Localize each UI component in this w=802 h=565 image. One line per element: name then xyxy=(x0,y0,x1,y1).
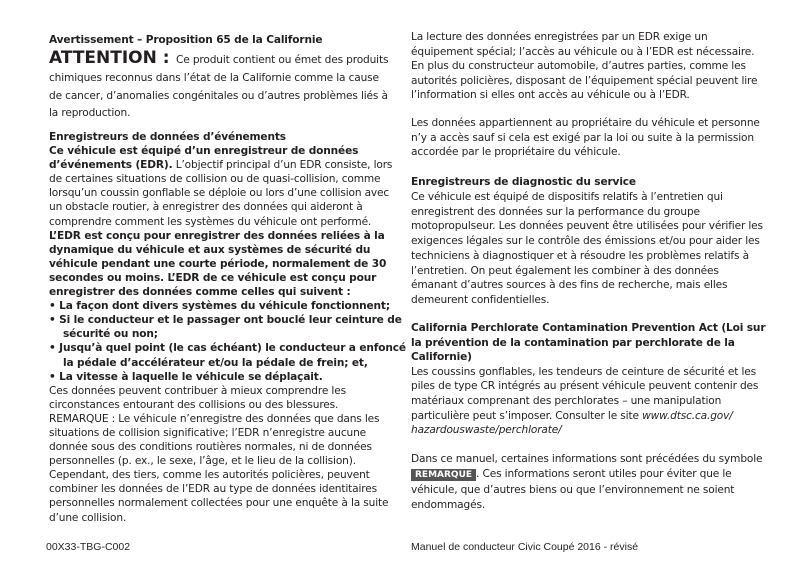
text-line: endommagés. xyxy=(411,499,486,512)
edr-line: donnée sous des conditions routières normales, ni de données xyxy=(49,441,372,454)
edr-line: L’objectif principal d’un EDR consiste, lors xyxy=(172,159,393,172)
text-line: piles de type CR intégrés au présent véhicule peuvent contenir des xyxy=(411,380,759,393)
edr-bold-line: Ce véhicule est équipé d’un enregistreur de données xyxy=(49,145,359,158)
edr-line: lorsqu’un coussin gonflable se déploie ou lors d’une collision avec xyxy=(49,187,390,200)
edr-line: de certaines situations de collision ou de quasi-collision, comme xyxy=(49,173,381,186)
text-line: motopropulseur. Les données peuvent être utilisées pour vérifier les xyxy=(411,220,763,233)
edr-line: circonstances entourant des collisions ou des blessures. xyxy=(49,398,339,411)
text-line: exigences légales sur le contrôle des émissions et/ou pour aider les xyxy=(411,235,760,247)
bullet-item: • La vitesse à laquelle le véhicule se déplaçait. xyxy=(49,370,323,383)
text-line: l’information si elles ont accès au véhicule ou à l’EDR. xyxy=(411,89,690,101)
edr-line: Cependant, des tiers, comme les autorités policières, peuvent xyxy=(49,469,370,482)
perchlorate-section xyxy=(411,321,765,438)
text-line: particulière peut s’imposer. Consulter le site xyxy=(411,409,643,422)
edr-bold-line: véhicule pendant une courte période, normalement de 30 xyxy=(49,257,387,270)
text-line: . Ces informations seront utiles pour éviter que le xyxy=(476,468,732,481)
perchlorate-heading: la prévention de la contamination par perchlorate de la xyxy=(411,336,735,349)
edr-line: combiner les données de l’EDR au type de données identitaires xyxy=(49,483,378,496)
text-line: techniciens à diagnostiquer et à résoudre les problèmes relatifs à xyxy=(411,249,749,262)
text-line: équipement spécial; l’accès au véhicule ou à l’EDR est nécessaire. xyxy=(411,45,755,58)
text-line: matériaux comprenant des perchlorates – une manipulation xyxy=(411,394,722,407)
attention-label: ATTENTION : xyxy=(49,48,170,68)
warning-line: chimiques reconnus dans l’état de la Californie comme la cause xyxy=(49,71,379,84)
text-line: Les coussins gonflables, les tendeurs de ceinture de sécurité et les xyxy=(411,365,757,378)
diagnostic-heading: Enregistreurs de diagnostic du service xyxy=(411,176,636,188)
perchlorate-heading: Californie) xyxy=(411,351,472,364)
diagnostic-section xyxy=(411,175,763,308)
text-line: Dans ce manuel, certaines informations sont précédées du symbole xyxy=(411,453,763,465)
text-line: véhicule, que d’autres biens ou que l’environnement ne soient xyxy=(411,483,735,496)
edr-bold-line: enregistrer des données comme celles qui suivent : xyxy=(49,286,351,299)
bullet-item-cont: sécurité ou non; xyxy=(63,328,158,341)
edr-reading-paragraph xyxy=(411,30,757,103)
edr-line: REMARQUE : Le véhicule n’enregistre des données que dans les xyxy=(49,412,380,425)
text-line: demeurent confidentielles. xyxy=(411,294,550,306)
edr-line: personnelles normalement collectées pour une enquête à la suite xyxy=(49,497,389,510)
edr-line: un obstacle routier, à enregistrer des données qui aideront à xyxy=(49,201,363,214)
perchlorate-heading: California Perchlorate Contamination Prevention Act (Loi sur xyxy=(411,322,766,334)
footer-code: 00X33-TBG-C002 xyxy=(46,541,131,553)
edr-line: situations de collision significative; l’EDR n’enregistre aucune xyxy=(49,426,366,439)
edr-bold-line: d’événements (EDR). xyxy=(49,159,173,172)
edr-bold-line: secondes ou moins. L’EDR de ce véhicule est conçu pour xyxy=(49,271,377,284)
footer-manual-title: Manuel de conducteur Civic Coupé 2016 - révisé xyxy=(411,541,639,553)
text-line: l’entretien. On peut également les combiner à des données xyxy=(411,264,719,277)
text-line: La lecture des données enregistrées par un EDR exige un xyxy=(411,31,708,43)
edr-bold-line: dynamique du véhicule et aux systèmes de sécurité du xyxy=(49,243,371,256)
text-line: autorités policières, disposant de l’équipement spécial peuvent lire xyxy=(411,74,758,87)
perchlorate-url[interactable]: www.dtsc.ca.gov/ xyxy=(642,409,733,422)
text-line: émanant d’autres sources à des fins de recherche, mais elles xyxy=(411,279,728,292)
bullet-item: • Jusqu’à quel point (le cas échéant) le conducteur a enfoncé xyxy=(49,342,406,355)
remarque-badge: REMARQUE xyxy=(411,469,476,481)
text-line: accordée par le propriétaire du véhicule. xyxy=(411,146,621,158)
warning-line: de cancer, d’anomalies congénitales ou d’autres problèmes liés à xyxy=(49,89,388,102)
text-line: Les données appartiennent au propriétaire du véhicule et personne xyxy=(411,117,760,129)
edr-line: comprendre comment les systèmes du véhicule ont performé. xyxy=(49,215,372,228)
edr-line: personnelles (p. ex., le sexe, l’âge, et le lieu de la collision). xyxy=(49,455,356,468)
warning-line: Ce produit contient ou émet des produits xyxy=(176,54,389,66)
prop65-title: Avertissement – Proposition 65 de la Californie xyxy=(49,34,323,46)
text-line: En plus du constructeur automobile, d’autres parties, comme les xyxy=(411,60,746,72)
bullet-item-cont: la pédale d’accélérateur et/ou la pédale de frein; et, xyxy=(63,356,368,369)
data-ownership-paragraph xyxy=(411,116,760,160)
text-line: Ce véhicule est équipé de dispositifs relatifs à l’entretien qui xyxy=(411,190,723,203)
edr-line: d’une collision. xyxy=(49,511,127,524)
notice-paragraph xyxy=(411,452,762,514)
text-line: enregistrent des données sur la performance du groupe xyxy=(411,205,700,218)
edr-line: Ces données peuvent contribuer à mieux comprendre les xyxy=(49,384,346,397)
edr-section xyxy=(49,130,406,525)
perchlorate-url[interactable]: hazardouswaste/perchlorate/ xyxy=(411,424,562,437)
prop65-warning xyxy=(49,50,388,123)
text-line: n’y a accès sauf si cela est exigé par la loi ou suite à la permission xyxy=(411,131,754,144)
edr-heading: Enregistreurs de données d’événements xyxy=(49,131,286,143)
warning-line: la reproduction. xyxy=(49,107,131,120)
bullet-item: • La façon dont divers systèmes du véhicule fonctionnent; xyxy=(49,300,390,313)
edr-bold-line: L’EDR est conçu pour enregistrer des données reliées à la xyxy=(49,229,385,242)
bullet-item: • Si le conducteur et le passager ont bouclé leur ceinture de xyxy=(49,314,402,327)
